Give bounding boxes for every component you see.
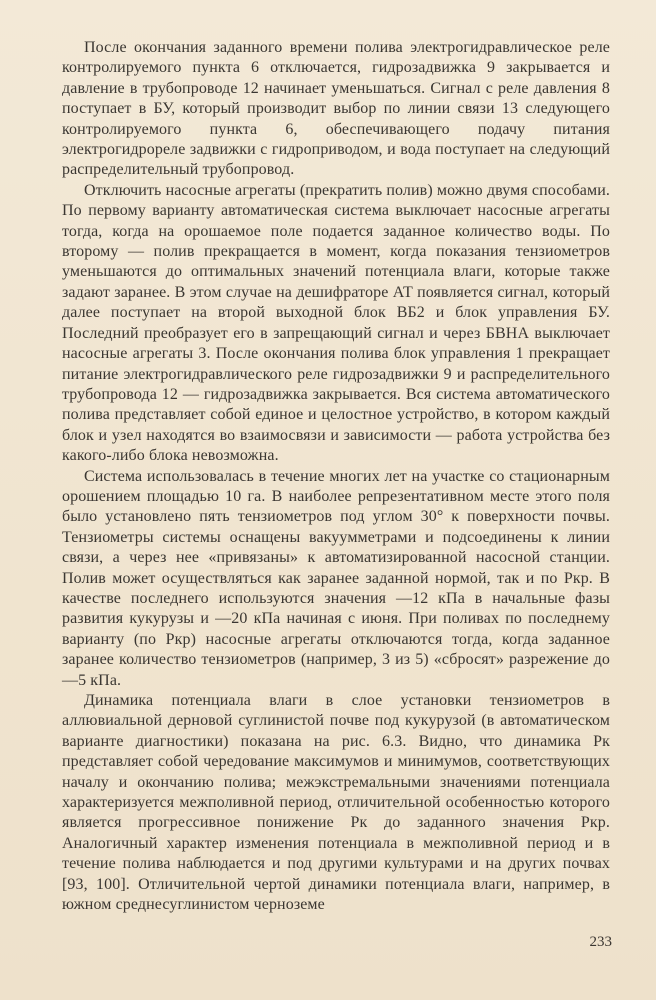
paragraph-1: После окончания заданного времени полива электрогидравлическое реле контролируемого пункта 6 отключается, гидрозадвижка 9 закрывается и давление в трубопроводе 12 начинает уменьшаться. Сигнал с реле давления 8 поступает в БУ, который производит выбор по линии связи 13 следующего контролируемого пункта 6, обеспечивающего подачу питания электрогидрореле задвижки с гидроприводом, и вода поступает на следующий распределительный трубопровод. (62, 39, 610, 179)
page-number: 233 (589, 934, 612, 950)
paragraph-4: Динамика потенциала влаги в слое установки тензиометров в аллювиальной дерновой суглинистой почве под кукурузой (в автоматическом варианте диагностики) показана на рис. 6.3. Видно, что динамика Pк представляет собой чередование максимумов и минимумов, соответствующих началу и окончанию полива; межэкстремальными значениями потенциала характеризуется межполивной период, отличительной особенностью которого является прогрессивное понижение Pк до заданного значения Pкр. Аналогичный характер изменения потенциала в межполивной период и в течение полива наблюдается и под другими культурами и на других почвах [93, 100]. Отличительной чертой динамики потенциала влаги, например, в южном среднесуглинистом черноземе (62, 692, 610, 914)
paragraph-2: Отключить насосные агрегаты (прекратить полив) можно двумя способами. По первому варианту автоматическая система выключает насосные агрегаты тогда, когда на орошаемое поле подается заданное количество воды. По второму — полив прекращается в момент, когда показания тензиометров уменьшаются до оптимальных значений потенциала влаги, которые также задают заранее. В этом случае на дешифраторе АТ появляется сигнал, который далее поступает на второй выходной блок ВБ2 и блок управления БУ. Последний преобразует его в запрещающий сигнал и через БВНА выключает насосные агрегаты 3. После окончания полива блок управления 1 прекращает питание электрогидравлического реле гидрозадвижки 9 и распределительного трубопровода 12 — гидрозадвижка закрывается. Вся система автоматического полива представляет собой единое и целостное устройство, в котором каждый блок и узел находятся во взаимосвязи и зависимости — работа устройства без какого-либо блока невозможна. (62, 181, 610, 465)
body-text (62, 38, 610, 915)
paragraph-3: Система использовалась в течение многих лет на участке со стационарным орошением площадью 10 га. В наиболее репрезентативном месте этого поля было установлено пять тензиометров под углом 30° к поверхности почвы. Тензиометры системы оснащены вакуумметрами и подсоединены к линии связи, а через нее «привязаны» к автоматизированной насосной станции. Полив может осуществляться как заранее заданной нормой, так и по Pкр. В качестве последнего используются значения —12 кПа в начальные фазы развития кукурузы и —20 кПа начиная с июня. При поливах по последнему варианту (по Pкр) насосные агрегаты отключаются тогда, когда заданное заранее количество тензиометров (например, 3 из 5) «сбросят» разрежение до —5 кПа. (62, 467, 610, 689)
